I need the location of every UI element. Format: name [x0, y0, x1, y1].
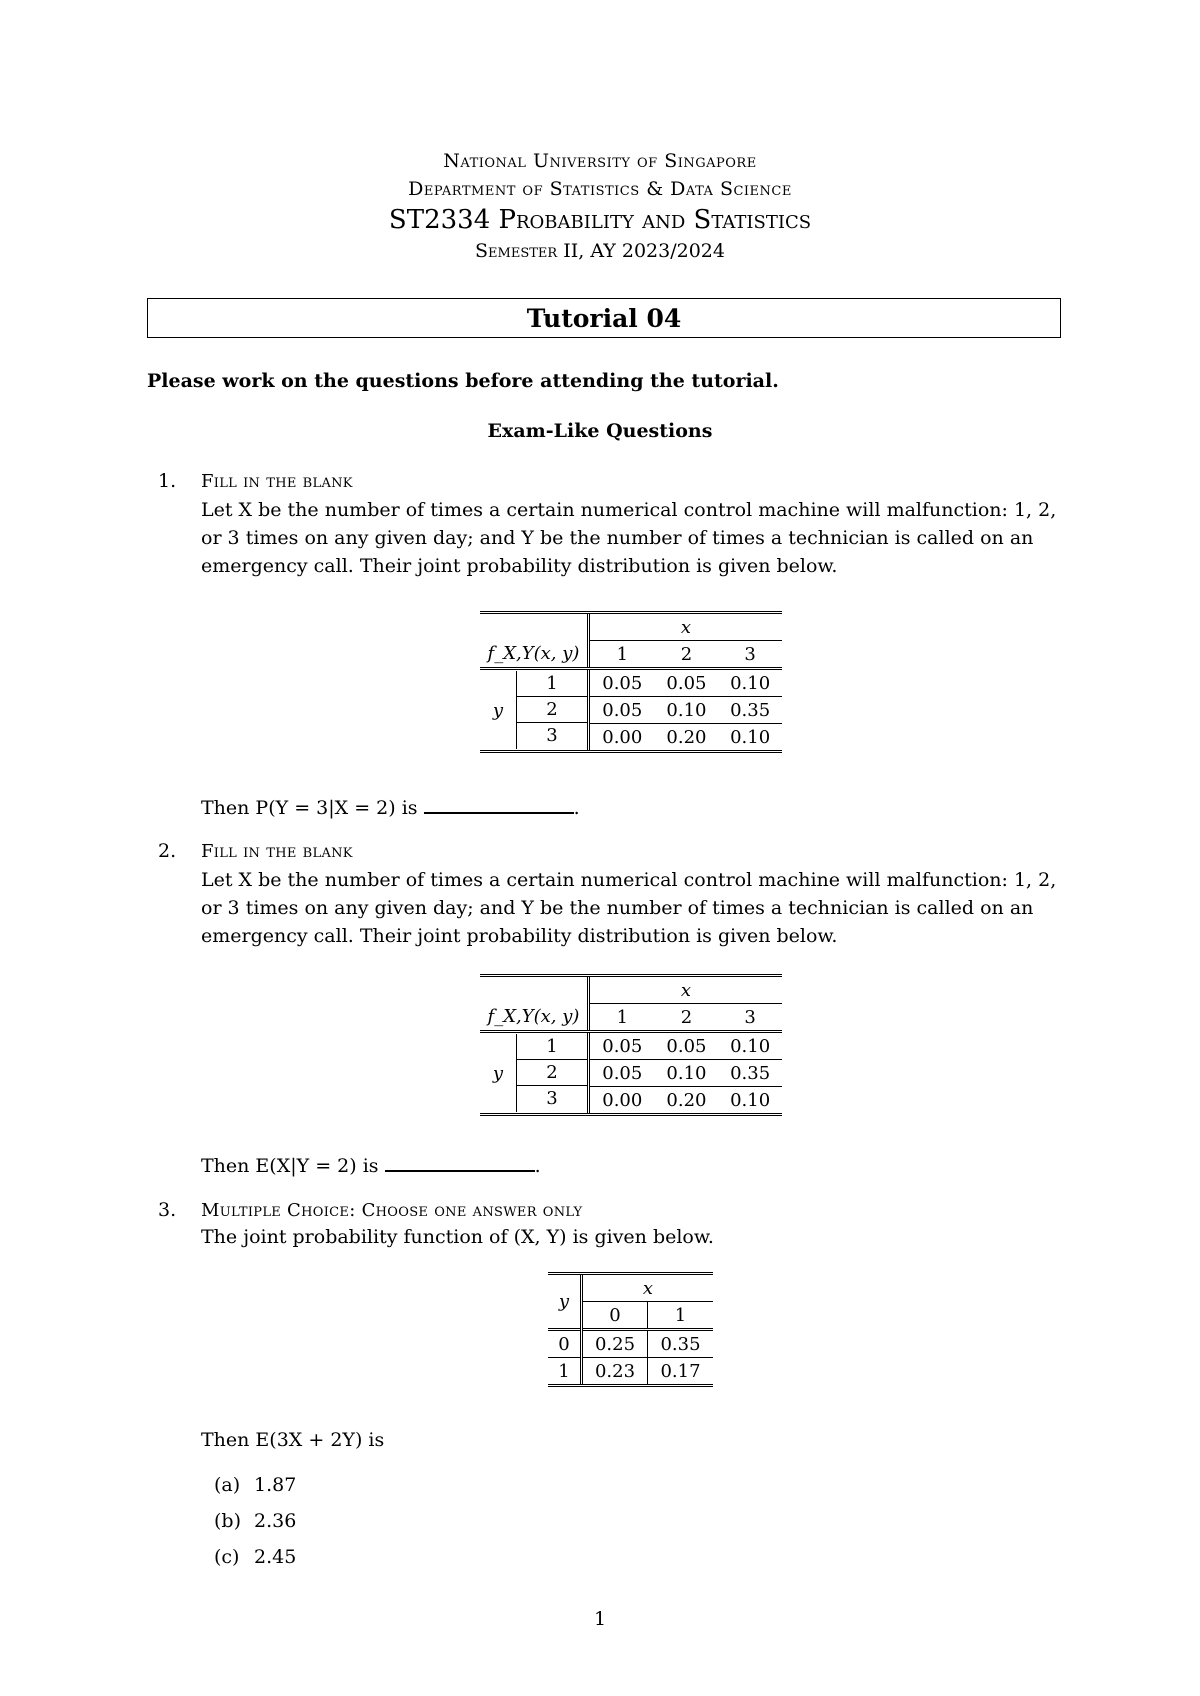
table-cell: 0.35	[718, 697, 782, 724]
question-2-prompt: Then E(X|Y = 2) is .	[201, 1155, 541, 1177]
y-value-header: 1	[517, 671, 587, 697]
y-value-header: 3	[546, 1088, 558, 1109]
question-3-prompt: Then E(3X + 2Y) is	[201, 1429, 385, 1451]
x-value-header: 3	[718, 1004, 782, 1032]
question-2-type: Fill in the blank	[201, 841, 353, 862]
option-label: (b)	[214, 1510, 241, 1532]
x-value-header: 0	[582, 1302, 648, 1330]
x-value-header: 1	[589, 1004, 655, 1032]
question-2-text: Let X be the number of times a certain numerical control machine will malfunction: 1, 2, or 3 times on any given day; and Y be the number of times a technician is called on an emergency call. Their joint probability distribution is given below.	[201, 869, 1057, 947]
table-cell: 0.35	[718, 1060, 782, 1087]
joint-distribution-table-q1	[480, 611, 782, 753]
joint-pmf-label: f_X,Y(x, y)	[487, 643, 580, 665]
table-cell: 0.10	[655, 697, 719, 724]
table-cell: 0.00	[589, 1087, 655, 1115]
table-cell: 0.05	[589, 1060, 655, 1087]
option-a[interactable]	[214, 1474, 296, 1496]
x-variable-label: x	[680, 979, 692, 1001]
answer-blank	[385, 1153, 535, 1172]
table-cell: 0.20	[655, 1087, 719, 1115]
page-number: 1	[593, 1608, 607, 1630]
question-1-text: Let X be the number of times a certain numerical control machine will malfunction: 1, 2, or 3 times on any given day; and Y be the number of times a technician is called on an emergency call. Their joint probability distribution is given below.	[201, 499, 1057, 577]
department-name: Department of Statistics & Data Science	[408, 178, 792, 200]
joint-pmf-label: f_X,Y(x, y)	[487, 1006, 580, 1028]
table-cell: 0.10	[718, 1032, 782, 1060]
question-1-prompt: Then P(Y = 3|X = 2) is .	[201, 797, 580, 819]
y-value-header: 1	[517, 1034, 587, 1060]
option-b[interactable]	[214, 1510, 296, 1532]
section-title: Exam-Like Questions	[487, 420, 713, 442]
option-value: 2.36	[254, 1510, 297, 1532]
table-cell: 0.35	[648, 1330, 714, 1358]
table-cell: 0.23	[582, 1358, 648, 1386]
y-value-header: 0	[548, 1330, 582, 1358]
table-cell: 0.25	[582, 1330, 648, 1358]
table-cell: 0.05	[589, 669, 655, 697]
table-cell: 0.05	[589, 697, 655, 724]
table-cell: 0.05	[655, 669, 719, 697]
table-cell: 0.10	[718, 1087, 782, 1115]
table-cell: 0.00	[589, 724, 655, 752]
y-value-header: 3	[546, 725, 558, 746]
table-cell: 0.17	[648, 1358, 714, 1386]
x-value-header: 1	[648, 1302, 714, 1330]
course-title: ST2334 Probability and Statistics	[388, 205, 812, 235]
x-value-header: 2	[655, 1004, 719, 1032]
y-variable-label: y	[492, 699, 504, 721]
y-value-header: 2	[517, 1060, 587, 1086]
y-variable-label: y	[492, 1062, 504, 1084]
option-value: 1.87	[254, 1474, 297, 1496]
joint-distribution-table-q2	[480, 974, 782, 1116]
joint-distribution-table-q3	[548, 1272, 713, 1387]
table-cell: 0.05	[589, 1032, 655, 1060]
tutorial-title-box	[147, 298, 1061, 338]
x-value-header: 2	[655, 641, 719, 669]
table-cell: 0.20	[655, 724, 719, 752]
instruction-text: Please work on the questions before attending the tutorial.	[147, 370, 779, 392]
y-value-header: 1	[548, 1358, 582, 1386]
x-value-header: 3	[718, 641, 782, 669]
question-1-number: 1.	[158, 470, 177, 492]
table-cell: 0.05	[655, 1032, 719, 1060]
question-1-type: Fill in the blank	[201, 471, 353, 492]
question-3-type: Multiple Choice: Choose one answer only	[201, 1200, 583, 1221]
y-variable-label: y	[558, 1291, 570, 1312]
tutorial-title: Tutorial 04	[526, 303, 682, 333]
semester-label: Semester II, AY 2023/2024	[475, 240, 725, 262]
option-label: (a)	[214, 1474, 241, 1496]
table-cell: 0.10	[718, 669, 782, 697]
x-variable-label: x	[680, 616, 692, 638]
university-name: National University of Singapore	[443, 150, 757, 172]
table-cell: 0.10	[655, 1060, 719, 1087]
x-value-header: 1	[589, 641, 655, 669]
question-2-number: 2.	[158, 840, 177, 862]
option-value: 2.45	[254, 1546, 297, 1568]
table-cell: 0.10	[718, 724, 782, 752]
x-variable-label: x	[642, 1277, 654, 1299]
answer-blank	[424, 795, 574, 814]
question-3-text: The joint probability function of (X, Y) is given below.	[201, 1226, 714, 1248]
question-3-number: 3.	[158, 1199, 177, 1221]
option-c[interactable]	[214, 1546, 296, 1568]
option-label: (c)	[214, 1546, 240, 1568]
y-value-header: 2	[517, 697, 587, 723]
